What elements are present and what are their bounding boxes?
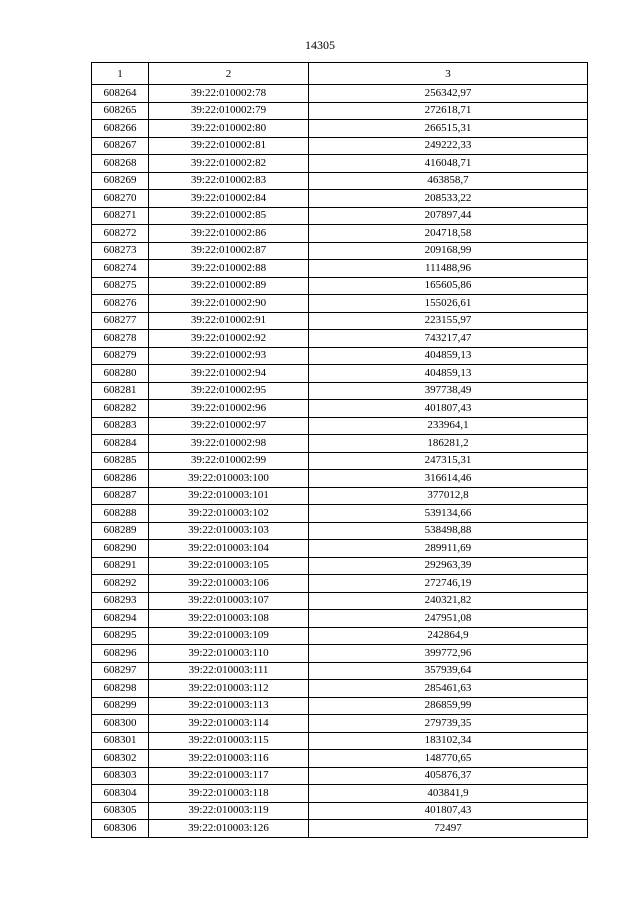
cadastral-number-cell: 39:22:010002:79 <box>149 102 309 120</box>
cadastral-number-cell: 39:22:010003:106 <box>149 575 309 593</box>
cadastral-number-cell: 39:22:010003:112 <box>149 680 309 698</box>
table-row <box>92 172 588 190</box>
cadastral-number-cell: 39:22:010002:93 <box>149 347 309 365</box>
cadastral-number-cell: 39:22:010002:92 <box>149 330 309 348</box>
cadastral-value-cell: 403841,9 <box>309 785 588 803</box>
row-number-cell: 608272 <box>92 225 149 243</box>
cadastral-number-cell: 39:22:010003:113 <box>149 697 309 715</box>
cadastral-number-cell: 39:22:010003:111 <box>149 662 309 680</box>
row-number-cell: 608265 <box>92 102 149 120</box>
cadastral-value-cell: 186281,2 <box>309 435 588 453</box>
cadastral-value-cell: 204718,58 <box>309 225 588 243</box>
row-number-cell: 608264 <box>92 85 149 103</box>
column-header-1: 1 <box>92 63 149 85</box>
table-row <box>92 400 588 418</box>
cadastral-number-cell: 39:22:010002:90 <box>149 295 309 313</box>
table-row <box>92 155 588 173</box>
table-row <box>92 295 588 313</box>
row-number-cell: 608288 <box>92 505 149 523</box>
table-row <box>92 540 588 558</box>
table-row <box>92 627 588 645</box>
row-number-cell: 608271 <box>92 207 149 225</box>
cadastral-value-cell: 272618,71 <box>309 102 588 120</box>
row-number-cell: 608267 <box>92 137 149 155</box>
table-row <box>92 190 588 208</box>
cadastral-value-cell: 357939,64 <box>309 662 588 680</box>
row-number-cell: 608269 <box>92 172 149 190</box>
row-number-cell: 608292 <box>92 575 149 593</box>
cadastral-value-cell: 377012,8 <box>309 487 588 505</box>
cadastral-value-cell: 148770,65 <box>309 750 588 768</box>
table-row <box>92 557 588 575</box>
cadastral-value-cell: 272746,19 <box>309 575 588 593</box>
cadastral-number-cell: 39:22:010003:100 <box>149 470 309 488</box>
cadastral-value-cell: 401807,43 <box>309 400 588 418</box>
row-number-cell: 608289 <box>92 522 149 540</box>
row-number-cell: 608300 <box>92 715 149 733</box>
cadastral-value-cell: 266515,31 <box>309 120 588 138</box>
cadastral-value-cell: 155026,61 <box>309 295 588 313</box>
cadastral-number-cell: 39:22:010002:99 <box>149 452 309 470</box>
cadastral-value-cell: 247315,31 <box>309 452 588 470</box>
cadastral-value-cell: 72497 <box>309 820 588 838</box>
row-number-cell: 608270 <box>92 190 149 208</box>
cadastral-number-cell: 39:22:010003:104 <box>149 540 309 558</box>
cadastral-number-cell: 39:22:010003:119 <box>149 802 309 820</box>
table-row <box>92 697 588 715</box>
cadastral-value-cell: 289911,69 <box>309 540 588 558</box>
table-row <box>92 610 588 628</box>
cadastral-number-cell: 39:22:010003:116 <box>149 750 309 768</box>
cadastral-value-cell: 242864,9 <box>309 627 588 645</box>
cadastral-number-cell: 39:22:010003:109 <box>149 627 309 645</box>
table-row <box>92 207 588 225</box>
cadastral-value-cell: 539134,66 <box>309 505 588 523</box>
cadastral-number-cell: 39:22:010002:97 <box>149 417 309 435</box>
cadastral-value-cell: 208533,22 <box>309 190 588 208</box>
row-number-cell: 608295 <box>92 627 149 645</box>
cadastral-value-cell: 209168,99 <box>309 242 588 260</box>
row-number-cell: 608285 <box>92 452 149 470</box>
table-row <box>92 785 588 803</box>
cadastral-value-cell: 743217,47 <box>309 330 588 348</box>
cadastral-number-cell: 39:22:010003:108 <box>149 610 309 628</box>
cadastral-value-cell: 404859,13 <box>309 365 588 383</box>
row-number-cell: 608304 <box>92 785 149 803</box>
cadastral-value-cell: 399772,96 <box>309 645 588 663</box>
table-row <box>92 365 588 383</box>
cadastral-number-cell: 39:22:010003:117 <box>149 767 309 785</box>
cadastral-value-cell: 223155,97 <box>309 312 588 330</box>
table-row <box>92 645 588 663</box>
cadastral-value-cell: 249222,33 <box>309 137 588 155</box>
cadastral-number-cell: 39:22:010002:98 <box>149 435 309 453</box>
table-row <box>92 452 588 470</box>
table-row <box>92 85 588 103</box>
row-number-cell: 608290 <box>92 540 149 558</box>
cadastral-value-cell: 401807,43 <box>309 802 588 820</box>
cadastral-value-cell: 463858,7 <box>309 172 588 190</box>
table-row <box>92 820 588 838</box>
row-number-cell: 608301 <box>92 732 149 750</box>
row-number-cell: 608294 <box>92 610 149 628</box>
cadastral-number-cell: 39:22:010002:84 <box>149 190 309 208</box>
row-number-cell: 608276 <box>92 295 149 313</box>
cadastral-number-cell: 39:22:010003:102 <box>149 505 309 523</box>
cadastral-value-cell: 292963,39 <box>309 557 588 575</box>
cadastral-number-cell: 39:22:010002:91 <box>149 312 309 330</box>
table-row <box>92 470 588 488</box>
row-number-cell: 608279 <box>92 347 149 365</box>
cadastral-value-cell: 397738,49 <box>309 382 588 400</box>
table-row <box>92 120 588 138</box>
table-row <box>92 347 588 365</box>
table-body <box>92 85 588 838</box>
cadastral-number-cell: 39:22:010002:83 <box>149 172 309 190</box>
column-header-3: 3 <box>309 63 588 85</box>
table-row <box>92 767 588 785</box>
cadastral-value-cell: 279739,35 <box>309 715 588 733</box>
table-header <box>92 63 588 85</box>
row-number-cell: 608297 <box>92 662 149 680</box>
cadastral-number-cell: 39:22:010003:105 <box>149 557 309 575</box>
row-number-cell: 608277 <box>92 312 149 330</box>
cadastral-value-cell: 405876,37 <box>309 767 588 785</box>
row-number-cell: 608286 <box>92 470 149 488</box>
cadastral-value-cell: 286859,99 <box>309 697 588 715</box>
row-number-cell: 608302 <box>92 750 149 768</box>
table-row <box>92 750 588 768</box>
table-row <box>92 575 588 593</box>
cadastral-number-cell: 39:22:010002:87 <box>149 242 309 260</box>
cadastral-value-cell: 538498,88 <box>309 522 588 540</box>
row-number-cell: 608305 <box>92 802 149 820</box>
row-number-cell: 608284 <box>92 435 149 453</box>
table-row <box>92 802 588 820</box>
row-number-cell: 608306 <box>92 820 149 838</box>
cadastral-value-cell: 247951,08 <box>309 610 588 628</box>
cadastral-number-cell: 39:22:010002:86 <box>149 225 309 243</box>
table-row <box>92 225 588 243</box>
table-row <box>92 435 588 453</box>
cadastral-number-cell: 39:22:010003:114 <box>149 715 309 733</box>
cadastral-number-cell: 39:22:010003:118 <box>149 785 309 803</box>
cadastral-number-cell: 39:22:010002:80 <box>149 120 309 138</box>
row-number-cell: 608296 <box>92 645 149 663</box>
table-row <box>92 662 588 680</box>
cadastral-value-cell: 316614,46 <box>309 470 588 488</box>
cadastral-value-cell: 207897,44 <box>309 207 588 225</box>
row-number-cell: 608273 <box>92 242 149 260</box>
cadastral-number-cell: 39:22:010002:95 <box>149 382 309 400</box>
table-row <box>92 242 588 260</box>
cadastral-number-cell: 39:22:010003:103 <box>149 522 309 540</box>
cadastral-number-cell: 39:22:010002:94 <box>149 365 309 383</box>
page-number: 14305 <box>305 38 335 52</box>
row-number-cell: 608281 <box>92 382 149 400</box>
row-number-cell: 608268 <box>92 155 149 173</box>
column-header-2: 2 <box>149 63 309 85</box>
cadastral-value-cell: 404859,13 <box>309 347 588 365</box>
cadastral-value-cell: 165605,86 <box>309 277 588 295</box>
cadastral-number-cell: 39:22:010002:96 <box>149 400 309 418</box>
cadastral-number-cell: 39:22:010003:101 <box>149 487 309 505</box>
cadastral-value-cell: 233964,1 <box>309 417 588 435</box>
table-row <box>92 417 588 435</box>
cadastral-value-cell: 111488,96 <box>309 260 588 278</box>
row-number-cell: 608303 <box>92 767 149 785</box>
table-row <box>92 260 588 278</box>
row-number-cell: 608278 <box>92 330 149 348</box>
table-row <box>92 522 588 540</box>
cadastral-number-cell: 39:22:010002:78 <box>149 85 309 103</box>
row-number-cell: 608282 <box>92 400 149 418</box>
table-row <box>92 715 588 733</box>
row-number-cell: 608274 <box>92 260 149 278</box>
row-number-cell: 608298 <box>92 680 149 698</box>
row-number-cell: 608283 <box>92 417 149 435</box>
table-row <box>92 732 588 750</box>
table-row <box>92 102 588 120</box>
cadastral-number-cell: 39:22:010002:85 <box>149 207 309 225</box>
table-row <box>92 137 588 155</box>
row-number-cell: 608280 <box>92 365 149 383</box>
cadastral-value-cell: 240321,82 <box>309 592 588 610</box>
table-row <box>92 592 588 610</box>
cadastral-number-cell: 39:22:010003:126 <box>149 820 309 838</box>
table-row <box>92 330 588 348</box>
cadastral-number-cell: 39:22:010002:81 <box>149 137 309 155</box>
row-number-cell: 608291 <box>92 557 149 575</box>
table-row <box>92 505 588 523</box>
cadastral-number-cell: 39:22:010003:110 <box>149 645 309 663</box>
cadastral-number-cell: 39:22:010003:115 <box>149 732 309 750</box>
row-number-cell: 608275 <box>92 277 149 295</box>
row-number-cell: 608293 <box>92 592 149 610</box>
cadastral-number-cell: 39:22:010002:82 <box>149 155 309 173</box>
table-row <box>92 312 588 330</box>
table-row <box>92 487 588 505</box>
row-number-cell: 608299 <box>92 697 149 715</box>
table-row <box>92 680 588 698</box>
cadastral-value-cell: 256342,97 <box>309 85 588 103</box>
table-row <box>92 382 588 400</box>
cadastral-number-cell: 39:22:010003:107 <box>149 592 309 610</box>
cadastral-value-table <box>91 62 588 838</box>
cadastral-number-cell: 39:22:010002:89 <box>149 277 309 295</box>
table-row <box>92 277 588 295</box>
cadastral-value-cell: 285461,63 <box>309 680 588 698</box>
row-number-cell: 608266 <box>92 120 149 138</box>
cadastral-value-cell: 416048,71 <box>309 155 588 173</box>
row-number-cell: 608287 <box>92 487 149 505</box>
cadastral-number-cell: 39:22:010002:88 <box>149 260 309 278</box>
cadastral-value-cell: 183102,34 <box>309 732 588 750</box>
header-row <box>92 63 588 85</box>
